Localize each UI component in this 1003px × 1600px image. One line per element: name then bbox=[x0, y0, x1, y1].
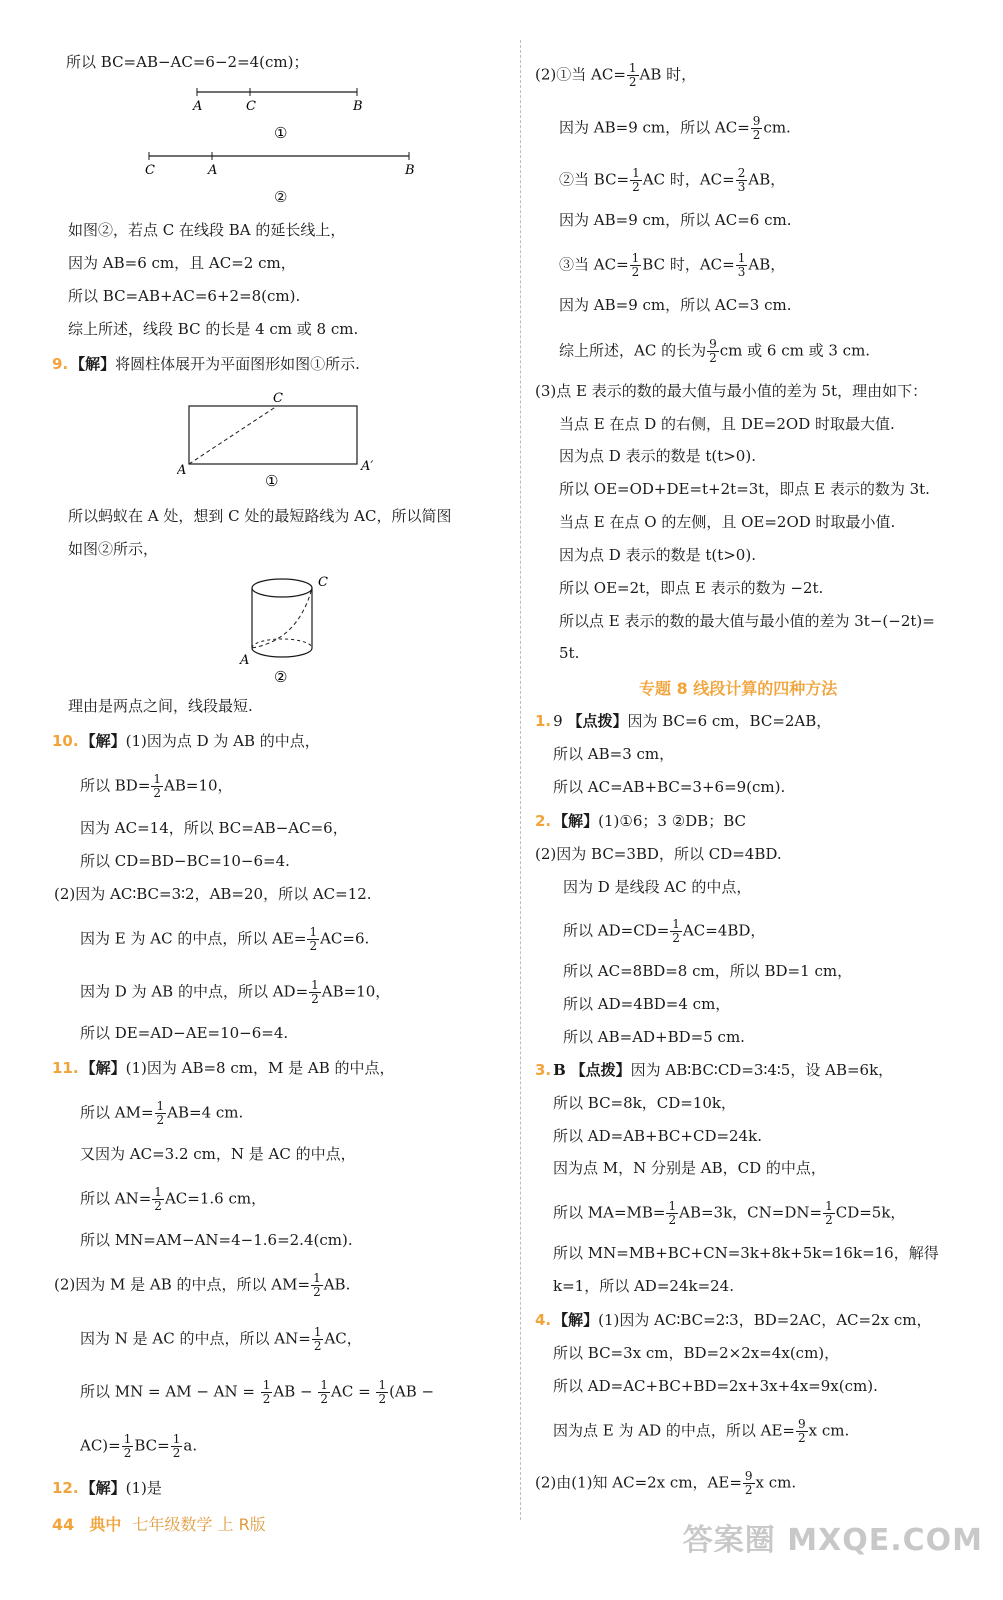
text-line: ②当 BC= $\frac{1}{2}$ AC 时，AC= $\frac{2}{3}$ AB， bbox=[559, 166, 786, 194]
text-line: 综上所述，AC 的长为 $\frac{9}{2}$ cm 或 6 cm 或 3 cm. bbox=[559, 337, 871, 365]
text-line: 因为点 D 表示的数是 t(t>0). bbox=[559, 546, 756, 564]
text-line: 所以 BC=3x cm，BD=2×2x=4x(cm)， bbox=[553, 1344, 840, 1362]
text-line: 因为点 E 为 AD 的中点，所以 AE= $\frac{9}{2}$ x cm. bbox=[553, 1417, 850, 1445]
text-line: 所以 AB=AD+BD=5 cm. bbox=[563, 1028, 745, 1046]
text-line: 因为点 D 表示的数是 t(t>0). bbox=[559, 447, 756, 465]
text-line: 当点 E 在点 D 的右侧，且 DE=2OD 时取最大值. bbox=[559, 415, 895, 433]
text-line: (2)因为 M 是 AB 的中点，所以 AM= $\frac{1}{2}$ AB. bbox=[54, 1271, 351, 1299]
watermark: 答案圈 MXQE.COM bbox=[682, 1523, 983, 1558]
caption: ① bbox=[274, 124, 288, 142]
text-line: 所以 MN=AM−AN=4−1.6=2.4(cm). bbox=[80, 1231, 353, 1249]
text-line: 因为 D 为 AB 的中点，所以 AD= $\frac{1}{2}$ AB=10， bbox=[80, 978, 391, 1006]
text-line: 所以 AN= $\frac{1}{2}$ AC=1.6 cm， bbox=[80, 1185, 267, 1213]
cylinder-net-figure bbox=[177, 390, 377, 488]
cylinder-figure bbox=[238, 570, 348, 686]
text-line: (2)由(1)知 AC=2x cm，AE= $\frac{9}{2}$ x cm. bbox=[535, 1469, 797, 1497]
question-12: 12. 【解】(1)是 bbox=[52, 1479, 162, 1497]
text-line: 所以 AD=4BD=4 cm， bbox=[563, 995, 731, 1013]
question-11: 11. 【解】(1)因为 AB=8 cm，M 是 AB 的中点， bbox=[52, 1059, 395, 1077]
text-line: 因为 AB=9 cm，所以 AC=6 cm. bbox=[559, 211, 792, 229]
text-line: 因为 N 是 AC 的中点，所以 AN= $\frac{1}{2}$ AC， bbox=[80, 1325, 362, 1353]
text-line: (2)因为 AC∶BC=3∶2，AB=20，所以 AC=12. bbox=[54, 885, 372, 903]
label-a: A bbox=[240, 653, 250, 668]
text-line: 如图②所示， bbox=[68, 540, 159, 558]
text-line: 所以 OE=OD+DE=t+2t=3t，即点 E 表示的数为 3t. bbox=[559, 480, 930, 498]
text-line: k=1，所以 AD=24k=24. bbox=[553, 1277, 734, 1295]
text-line: 因为 AB=9 cm，所以 AC=3 cm. bbox=[559, 296, 792, 314]
text-line: 所以 AD=CD= $\frac{1}{2}$ AC=4BD， bbox=[563, 917, 766, 945]
text-line: 所以 AC=8BD=8 cm，所以 BD=1 cm， bbox=[563, 962, 853, 980]
text-line: 所以 AD=AC+BC+BD=2x+3x+4x=9x(cm). bbox=[553, 1377, 878, 1395]
page-footer bbox=[52, 1512, 266, 1535]
caption: ② bbox=[274, 188, 288, 206]
text-line: 所以 BC=AB−AC=6−2=4(cm)； bbox=[66, 53, 309, 71]
text-line: 所以 AC=AB+BC=3+6=9(cm). bbox=[553, 778, 786, 796]
text-line: 如图②，若点 C 在线段 BA 的延长线上， bbox=[68, 221, 346, 239]
problem-4: 4. 【解】(1)因为 AC∶BC=2∶3，BD=2AC，AC=2x cm， bbox=[535, 1311, 932, 1329]
text-line: 因为 E 为 AC 的中点，所以 AE= $\frac{1}{2}$ AC=6. bbox=[80, 925, 370, 953]
text-line: 所以点 E 表示的数的最大值与最小值的差为 3t−(−2t)= bbox=[559, 612, 935, 630]
text-line: 因为点 M，N 分别是 AB，CD 的中点， bbox=[553, 1159, 826, 1177]
label-b: B bbox=[353, 99, 363, 114]
label-c: C bbox=[145, 163, 155, 178]
text-line: 所以 MA=MB= $\frac{1}{2}$ AB=3k，CN=DN= $\frac{1}{2}$ CD=5k， bbox=[553, 1199, 906, 1227]
caption: ② bbox=[274, 668, 288, 686]
text-line: 所以 BC=AB+AC=6+2=8(cm). bbox=[68, 287, 301, 305]
text-line: 所以 BC=8k，CD=10k， bbox=[553, 1094, 736, 1112]
question-10: 10. 【解】(1)因为点 D 为 AB 的中点， bbox=[52, 732, 320, 750]
section-heading: 专题 8 线段计算的四种方法 bbox=[639, 679, 838, 698]
text-line: 理由是两点之间，线段最短. bbox=[68, 697, 253, 715]
label-a-prime: A′ bbox=[361, 459, 374, 474]
text-line: 所以 OE=2t，即点 E 表示的数为 −2t. bbox=[559, 579, 824, 597]
label-c: C bbox=[246, 99, 256, 114]
problem-1: 1. 9 【点拨】因为 BC=6 cm，BC=2AB， bbox=[535, 712, 832, 730]
text-line: ③当 AC= $\frac{1}{2}$ BC 时，AC= $\frac{1}{3}$ AB， bbox=[559, 251, 786, 279]
text-line: 所以 BD= $\frac{1}{2}$ AB=10， bbox=[80, 772, 233, 800]
label-c: C bbox=[273, 391, 283, 406]
text-line: 所以 DE=AD−AE=10−6=4. bbox=[80, 1024, 289, 1042]
text-line: 所以蚂蚁在 A 处，想到 C 处的最短路线为 AC，所以简图 bbox=[68, 507, 452, 525]
column-divider bbox=[520, 40, 521, 1520]
text-line: 所以 CD=BD−BC=10−6=4. bbox=[80, 852, 290, 870]
problem-2: 2. 【解】(1)①6；3 ②DB；BC bbox=[535, 812, 746, 830]
label-c: C bbox=[318, 575, 328, 590]
label-b: B bbox=[405, 163, 415, 178]
text-line: (3)点 E 表示的数的最大值与最小值的差为 5t，理由如下： bbox=[535, 382, 928, 400]
question-9: 9. 【解】将圆柱体展开为平面图形如图①所示. bbox=[52, 355, 360, 373]
text-line: 综上所述，线段 BC 的长是 4 cm 或 8 cm. bbox=[68, 320, 359, 338]
caption: ① bbox=[265, 472, 279, 488]
text-line: 所以 AD=AB+BC+CD=24k. bbox=[553, 1127, 762, 1145]
text-line: (2)①当 AC= $\frac{1}{2}$ AB 时， bbox=[535, 61, 697, 89]
text-line: 所以 MN=MB+BC+CN=3k+8k+5k=16k=16，解得 bbox=[553, 1244, 939, 1262]
text-line: (2)因为 BC=3BD，所以 CD=4BD. bbox=[535, 845, 782, 863]
text-line: 当点 E 在点 O 的左侧，且 OE=2OD 时取最小值. bbox=[559, 513, 896, 531]
label-a: A bbox=[193, 99, 203, 114]
problem-3: 3. B 【点拨】因为 AB∶BC∶CD=3∶4∶5，设 AB=6k， bbox=[535, 1061, 894, 1079]
text-line: 因为 AB=9 cm，所以 AC= $\frac{9}{2}$ cm. bbox=[559, 114, 791, 142]
book-subtitle: 七年级数学 上 R版 bbox=[132, 1515, 266, 1534]
text-line: 因为 AB=6 cm，且 AC=2 cm， bbox=[68, 254, 296, 272]
text-line: 又因为 AC=3.2 cm，N 是 AC 的中点， bbox=[80, 1145, 356, 1163]
brand-logo: 典中 bbox=[89, 1515, 122, 1534]
label-a: A bbox=[177, 463, 187, 478]
text-line: 因为 D 是线段 AC 的中点， bbox=[563, 878, 752, 896]
text-line: 所以 AM= $\frac{1}{2}$ AB=4 cm. bbox=[80, 1099, 244, 1127]
page-number: 44 bbox=[52, 1515, 75, 1534]
label-a: A bbox=[208, 163, 218, 178]
text-line: 所以 MN = AM − AN = $\frac{1}{2}$ AB − $\frac{1}{2}$ AC = $\frac{1}{2}$ (AB − bbox=[80, 1378, 435, 1406]
text-line: 5t. bbox=[559, 644, 580, 662]
text-line: AC)= $\frac{1}{2}$ BC= $\frac{1}{2}$ a. bbox=[80, 1432, 198, 1460]
text-line: 所以 AB=3 cm， bbox=[553, 745, 675, 763]
text-line: 因为 AC=14，所以 BC=AB−AC=6， bbox=[80, 819, 348, 837]
